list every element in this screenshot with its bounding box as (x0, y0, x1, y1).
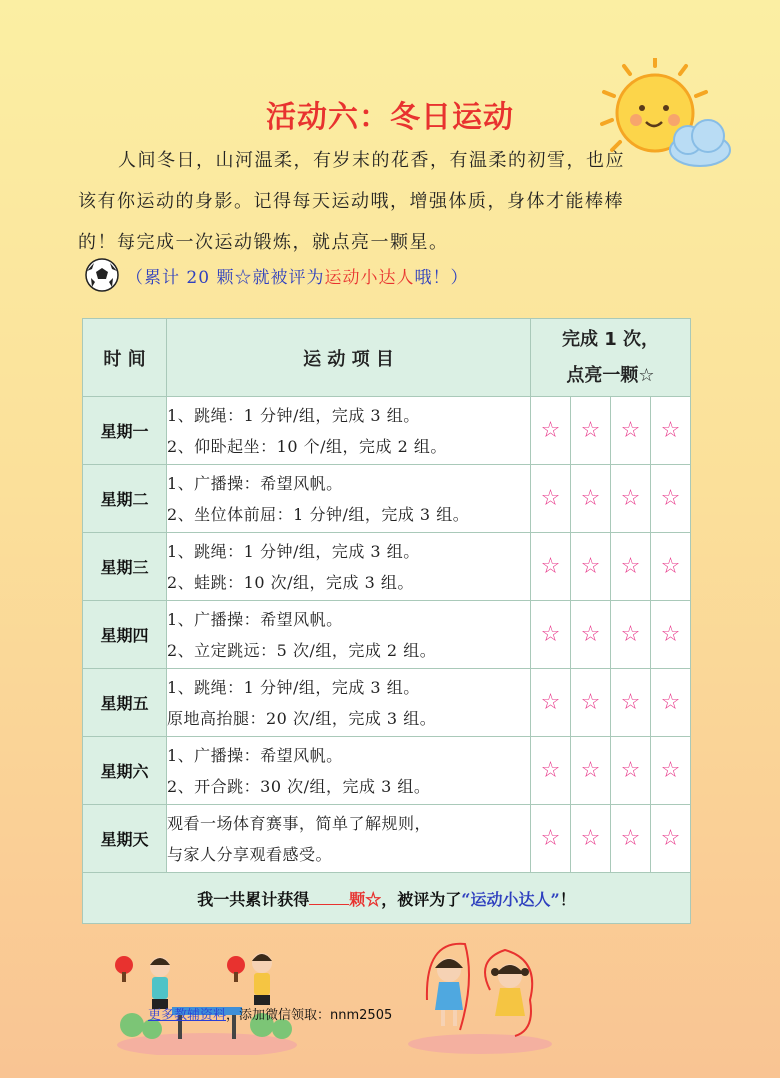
star-checkbox[interactable]: ☆ (651, 601, 691, 669)
note-highlight: 运动小达人 (324, 267, 415, 288)
header-activity: 运 动 项 目 (167, 319, 531, 397)
activity-line1: 1、跳绳：1 分钟/组，完成 3 组。 (167, 405, 420, 425)
row-day: 星期天 (83, 805, 167, 873)
table-row (83, 533, 691, 601)
table-row (83, 601, 691, 669)
intro-paragraph: 人间冬日，山河温柔，有岁末的花香，有温柔的初雪，也应该有你运动的身影。记得每天运动哦，增强体质，身体才能棒棒的！每完成一次运动锻炼，就点亮一颗星。 (78, 150, 625, 253)
star-checkbox[interactable]: ☆ (571, 805, 611, 873)
header-time: 时 间 (83, 319, 167, 397)
table-header-row (83, 319, 691, 397)
star-checkbox[interactable]: ☆ (651, 465, 691, 533)
activity-line1: 1、广播操：希望风帆。 (167, 745, 343, 765)
soccer-ball-icon (84, 257, 120, 293)
star-checkbox[interactable]: ☆ (611, 533, 651, 601)
star-checkbox[interactable]: ☆ (571, 601, 611, 669)
star-checkbox[interactable]: ☆ (611, 601, 651, 669)
row-day: 星期三 (83, 533, 167, 601)
note-part1: 累计 20 颗☆就被评为 (144, 267, 325, 288)
star-checkbox[interactable]: ☆ (611, 805, 651, 873)
footer-note (148, 1004, 392, 1023)
activity-line2: 2、仰卧起坐：10 个/组，完成 2 组。 (167, 436, 447, 456)
exercise-schedule-table (82, 318, 691, 924)
star-checkbox[interactable]: ☆ (531, 669, 571, 737)
row-activities (167, 737, 531, 805)
star-checkbox[interactable]: ☆ (531, 601, 571, 669)
header-done (531, 319, 691, 397)
star-checkbox[interactable]: ☆ (651, 805, 691, 873)
footer-rest: ，添加微信领取：nnm2505 (226, 1008, 393, 1023)
activity-line1: 1、广播操：希望风帆。 (167, 609, 343, 629)
row-activities (167, 397, 531, 465)
summary-middle: ，被评为了 (381, 889, 462, 909)
row-day: 星期二 (83, 465, 167, 533)
activity-line2: 原地高抬腿：20 次/组，完成 3 组。 (167, 708, 437, 728)
star-checkbox[interactable]: ☆ (571, 533, 611, 601)
row-activities (167, 465, 531, 533)
star-checkbox[interactable]: ☆ (611, 737, 651, 805)
row-activities (167, 601, 531, 669)
summary-unit: 颗☆ (349, 889, 382, 909)
header-done-line1: 完成 1 次， (561, 328, 660, 350)
star-checkbox[interactable]: ☆ (651, 669, 691, 737)
star-checkbox[interactable]: ☆ (571, 737, 611, 805)
activity-line2: 与家人分享观看感受。 (167, 844, 333, 864)
header-done-line2: 点亮一颗☆ (566, 364, 655, 386)
table-row (83, 805, 691, 873)
activity-line2: 2、坐位体前屈：1 分钟/组，完成 3 组。 (167, 504, 470, 524)
row-day: 星期一 (83, 397, 167, 465)
star-checkbox[interactable]: ☆ (611, 397, 651, 465)
activity-line1: 1、广播操：希望风帆。 (167, 473, 343, 493)
goal-note (84, 256, 468, 294)
summary-blank[interactable] (309, 888, 349, 905)
activity-line1: 观看一场体育赛事，简单了解规则， (167, 813, 432, 833)
star-checkbox[interactable]: ☆ (531, 533, 571, 601)
star-checkbox[interactable]: ☆ (651, 737, 691, 805)
footer-link[interactable]: 更多教辅资料 (148, 1008, 227, 1023)
summary-end: ！ (559, 889, 576, 909)
row-day: 星期六 (83, 737, 167, 805)
table-row (83, 465, 691, 533)
activity-line2: 2、蛙跳：10 次/组，完成 3 组。 (167, 572, 414, 592)
summary-prefix: 我一共累计获得 (197, 889, 310, 909)
row-activities (167, 669, 531, 737)
row-day: 星期四 (83, 601, 167, 669)
star-checkbox[interactable]: ☆ (571, 669, 611, 737)
ping-pong-kids-illustration (112, 945, 302, 1055)
summary-award: “运动小达人” (461, 889, 560, 909)
table-row (83, 737, 691, 805)
star-checkbox[interactable]: ☆ (611, 465, 651, 533)
row-day: 星期五 (83, 669, 167, 737)
activity-line1: 1、跳绳：1 分钟/组，完成 3 组。 (167, 541, 420, 561)
star-checkbox[interactable]: ☆ (531, 805, 571, 873)
star-checkbox[interactable]: ☆ (531, 397, 571, 465)
activity-line2: 2、开合跳：30 次/组，完成 3 组。 (167, 776, 431, 796)
jump-rope-kids-illustration (405, 940, 555, 1055)
star-checkbox[interactable]: ☆ (531, 737, 571, 805)
star-checkbox[interactable]: ☆ (611, 669, 651, 737)
summary-row (83, 873, 691, 924)
summary-cell (83, 873, 691, 924)
star-checkbox[interactable]: ☆ (571, 465, 611, 533)
table-row (83, 669, 691, 737)
star-checkbox[interactable]: ☆ (651, 533, 691, 601)
note-open: （ (126, 267, 144, 288)
page-title: 活动六：冬日运动 (266, 100, 514, 135)
note-part2: 哦！） (414, 267, 469, 288)
table-row (83, 397, 691, 465)
activity-line2: 2、立定跳远：5 次/组，完成 2 组。 (167, 640, 437, 660)
star-checkbox[interactable]: ☆ (531, 465, 571, 533)
star-checkbox[interactable]: ☆ (571, 397, 611, 465)
row-activities (167, 533, 531, 601)
activity-line1: 1、跳绳：1 分钟/组，完成 3 组。 (167, 677, 420, 697)
row-activities (167, 805, 531, 873)
star-checkbox[interactable]: ☆ (651, 397, 691, 465)
